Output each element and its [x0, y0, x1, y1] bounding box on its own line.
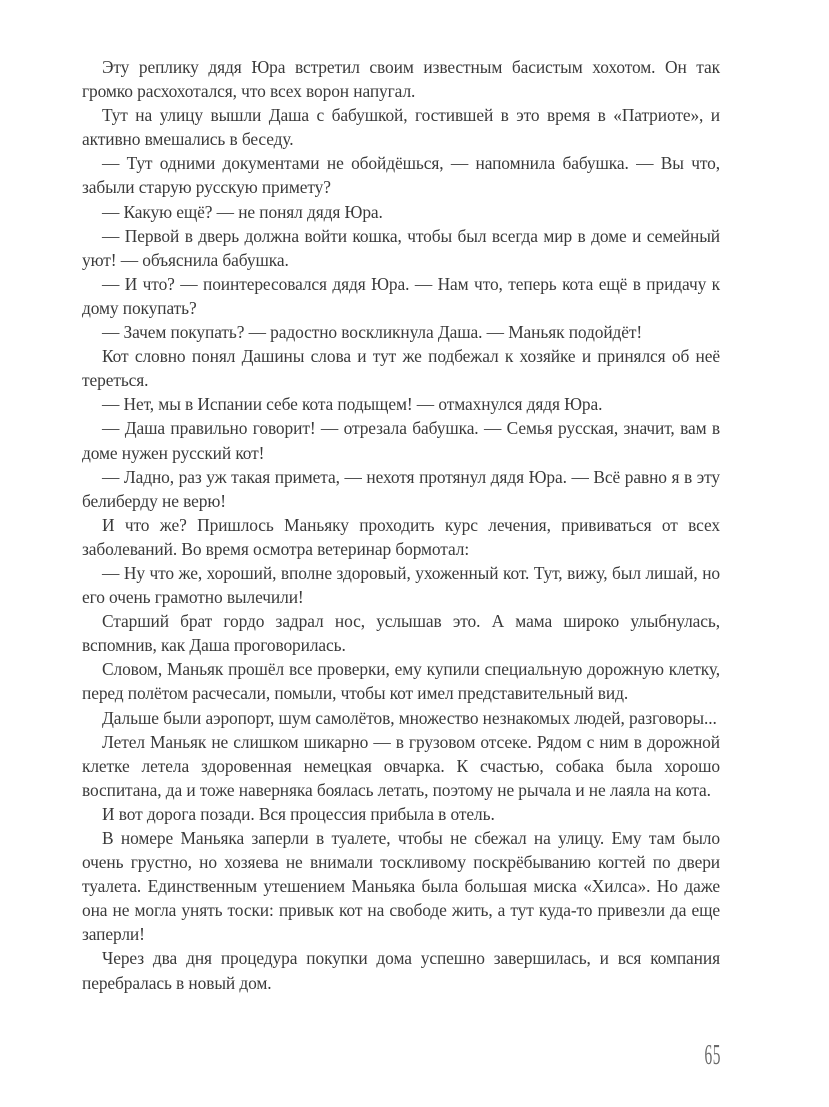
paragraph: — Даша правильно говорит! — отрезала бабушка. — Семья русская, значит, вам в доме нужен русский кот!	[82, 418, 720, 463]
paragraph: Словом, Маньяк прошёл все проверки, ему купили специальную дорожную клетку, перед полётом расчесали, помыли, чтобы кот имел представительный вид.	[82, 659, 720, 704]
paragraph: Летел Маньяк не слишком шикарно — в грузовом отсеке. Рядом с ним в дорожной клетке летела здоровенная немецкая овчарка. К счастью, собака была хорошо воспитана, да и тоже наверняка боялась летать, поэтому не рычала и не лаяла на кота.	[82, 731, 720, 800]
page-body	[82, 55, 720, 995]
paragraph: — Ладно, раз уж такая примета, — нехотя протянул дядя Юра. — Всё равно я в эту белиберду не верю!	[82, 466, 720, 511]
paragraph: Старший брат гордо задрал нос, услышав это. А мама широко улыбнулась, вспомнив, как Даша проговорилась.	[82, 611, 720, 656]
paragraph: И вот дорога позади. Вся процессия прибыла в отель.	[102, 803, 495, 824]
page-number: 65	[704, 1040, 721, 1071]
paragraph: — И что? — поинтересовался дядя Юра. — Нам что, теперь кота ещё в придачу к дому покупать?	[82, 273, 720, 318]
paragraph: Через два дня процедура покупки дома успешно завершилась, и вся компания перебралась в новый дом.	[82, 948, 720, 993]
paragraph: — Ну что же, хороший, вполне здоровый, ухоженный кот. Тут, вижу, был лишай, но его очень грамотно вылечили!	[82, 562, 720, 608]
paragraph: Дальше были аэропорт, шум самолётов, множество незнакомых людей, разговоры...	[102, 707, 717, 728]
paragraph: — Первой в дверь должна войти кошка, чтобы был всегда мир в доме и семейный уют! — объяснила бабушка.	[82, 225, 720, 270]
paragraph: Эту реплику дядя Юра встретил своим известным басистым хохотом. Он так громко расхохотался, что всех ворон напугал.	[82, 57, 720, 102]
paragraph: Кот словно понял Дашины слова и тут же подбежал к хозяйке и принялся об неё тереться.	[82, 346, 720, 391]
paragraph: — Тут одними документами не обойдёшься, — напомнила бабушка. — Вы что, забыли старую русскую примету?	[82, 153, 720, 198]
paragraph: И что же? Пришлось Маньяку проходить курс лечения, прививаться от всех заболеваний. Во время осмотра ветеринар бормотал:	[82, 514, 720, 559]
paragraph: — Нет, мы в Испании себе кота подыщем! — отмахнулся дядя Юра.	[102, 394, 603, 415]
paragraph: — Зачем покупать? — радостно воскликнула Даша. — Маньяк подойдёт!	[102, 322, 643, 343]
paragraph: В номере Маньяка заперли в туалете, чтобы не сбежал на улицу. Ему там было очень грустно, но хозяева не внимали тоскливому поскрёбыванию когтей по двери туалета. Единственным утешением Маньяка была большая миска «Хилса». Но даже она не могла унять тоски: привык кот на свободе жить, а тут куда-то привезли да еще заперли!	[82, 828, 720, 945]
paragraph: — Какую ещё? — не понял дядя Юра.	[102, 201, 383, 222]
paragraph: Тут на улицу вышли Даша с бабушкой, гостившей в это время в «Патриоте», и активно вмешались в беседу.	[82, 105, 720, 150]
